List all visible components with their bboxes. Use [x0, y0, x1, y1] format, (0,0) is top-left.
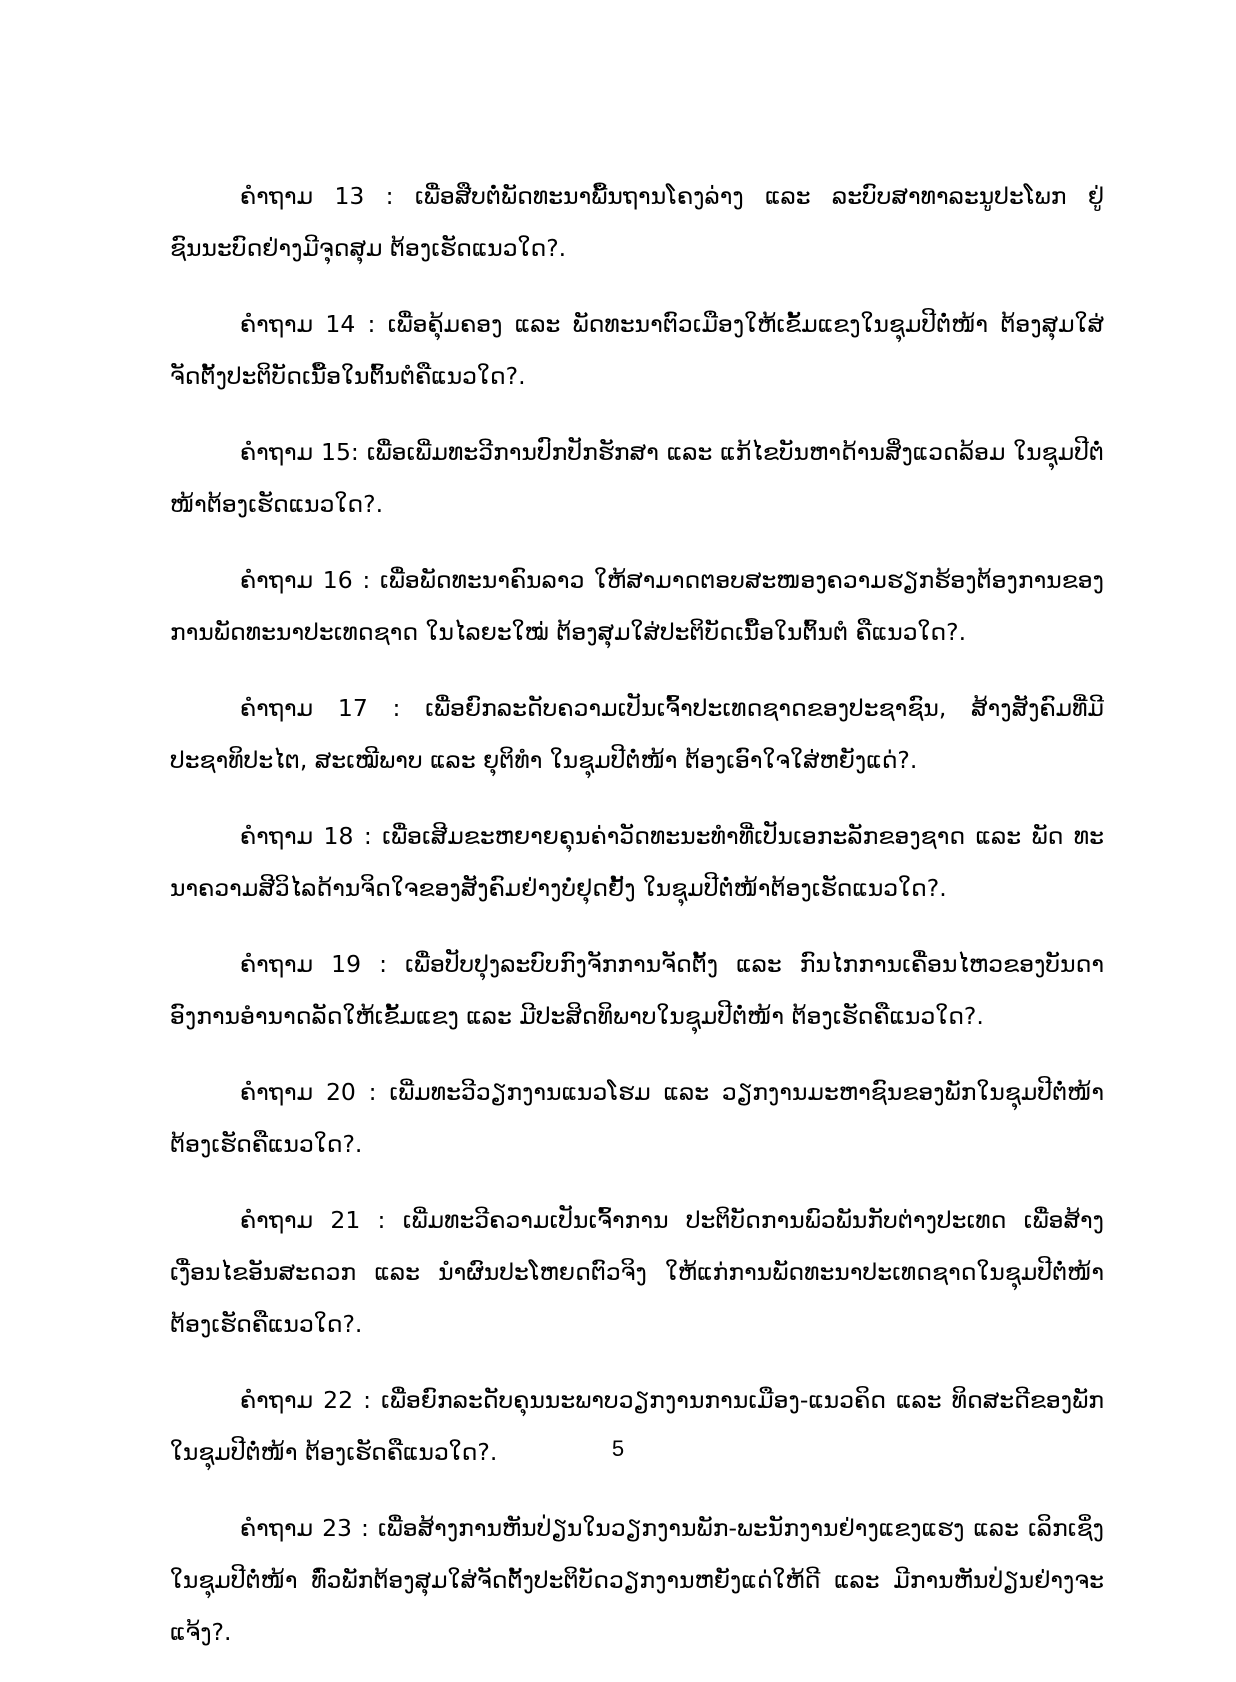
question-16 [170, 554, 1104, 658]
question-22 [170, 1374, 1104, 1478]
question-14 [170, 298, 1104, 402]
question-text: ຄຳຖາມ 18 : ເພື່ອເສີມຂະຫຍາຍຄຸນຄ່າວັດທະນະທຳທີ່ເປັນເອກະລັກຂອງຊາດ ແລະ ພັດ ທະນາຄວາມສີວິໄລດ້ານຈິດໃຈຂອງສັງຄົມຢ່າງບໍ່ຢຸດຢັ້ງ ໃນຊຸມປີຕໍ່ໜ້າຕ້ອງເຮັດແນວໃດ?. [170, 822, 1104, 902]
question-19 [170, 938, 1104, 1042]
question-18 [170, 810, 1104, 914]
question-text: ຄຳຖາມ 22 : ເພື່ອຍົກລະດັບຄຸນນະພາບວຽກງານການເມືອງ-ແນວຄິດ ແລະ ທິດສະດີຂອງພັກໃນຊຸມປີຕໍ່ໜ້າ ຕ້ອງເຮັດຄືແນວໃດ?. [170, 1386, 1104, 1466]
question-text: ຄຳຖາມ 16 : ເພື່ອພັດທະນາຄົນລາວ ໃຫ້ສາມາດຕອບສະໜອງຄວາມຮຽກຮ້ອງຕ້ອງການຂອງການພັດທະນາປະເທດຊາດ ໃນໄລຍະໃໝ່ ຕ້ອງສຸມໃສ່ປະຕິບັດເນື້ອໃນຕົ້ນຕໍ ຄືແນວໃດ?. [170, 566, 1104, 646]
question-text: ຄຳຖາມ 13 : ເພື່ອສືບຕໍ່ພັດທະນາພື້ນຖານໂຄງລ່າງ ແລະ ລະບົບສາທາລະນູປະໂພກ ຢູ່ຊົນນະບົດຢ່າງມີຈຸດສຸມ ຕ້ອງເຮັດແນວໃດ?. [170, 182, 1104, 262]
question-text: ຄຳຖາມ 20 : ເພີ່ມທະວີວຽກງານແນວໂຮມ ແລະ ວຽກງານມະຫາຊົນຂອງພັກໃນຊຸມປີຕໍ່ໜ້າຕ້ອງເຮັດຄືແນວໃດ?. [170, 1078, 1104, 1158]
question-23 [170, 1502, 1104, 1658]
question-13 [170, 170, 1104, 274]
question-15 [170, 426, 1104, 530]
question-text: ຄຳຖາມ 19 : ເພື່ອປັບປຸງລະບົບກົງຈັກການຈັດຕັ້ງ ແລະ ກົນໄກການເຄື່ອນໄຫວຂອງບັນດາອົງການອຳນາດລັດໃຫ້ເຂັ້ມແຂງ ແລະ ມີປະສິດທິພາບໃນຊຸມປີຕໍ່ໜ້າ ຕ້ອງເຮັດຄືແນວໃດ?. [170, 950, 1104, 1030]
question-text: ຄຳຖາມ 14 : ເພື່ອຄຸ້ມຄອງ ແລະ ພັດທະນາຕົວເມືອງໃຫ້ເຂັ້ມແຂງໃນຊຸມປີຕໍ່ໜ້າ ຕ້ອງສຸມໃສ່ຈັດຕັ້ງປະຕິບັດເນື້ອໃນຕົ້ນຕໍຄືແນວໃດ?. [170, 310, 1104, 390]
question-text: ຄຳຖາມ 15: ເພື່ອເພີ່ມທະວີການປົກປັກຮັກສາ ແລະ ແກ້ໄຂບັນຫາດ້ານສິ່ງແວດລ້ອມ ໃນຊຸມປີຕໍ່ໜ້າຕ້ອງເຮັດແນວໃດ?. [170, 438, 1104, 518]
question-21 [170, 1194, 1104, 1350]
question-text: ຄຳຖາມ 17 : ເພື່ອຍົກລະດັບຄວາມເປັນເຈົ້າປະເທດຊາດຂອງປະຊາຊົນ, ສ້າງສັງຄົມທີ່ມີປະຊາທິປະໄຕ, ສະເໝີພາບ ແລະ ຍຸຕິທຳ ໃນຊຸມປີຕໍ່ໜ້າ ຕ້ອງເອົາໃຈໃສ່ຫຍັງແດ່?. [170, 694, 1104, 774]
question-text: ຄຳຖາມ 21 : ເພີ່ມທະວີຄວາມເປັນເຈົ້າການ ປະຕິບັດການພົວພັນກັບຕ່າງປະເທດ ເພື່ອສ້າງເງື່ອນໄຂອັນສະດວກ ແລະ ນຳຜົນປະໂຫຍດຕົວຈິງ ໃຫ້ແກ່ການພັດທະນາປະເທດຊາດໃນຊຸມປີຕໍ່ໜ້າຕ້ອງເຮັດຄືແນວໃດ?. [170, 1206, 1104, 1338]
page-number: 5 [611, 1436, 625, 1461]
question-20 [170, 1066, 1104, 1170]
question-17 [170, 682, 1104, 786]
question-text: ຄຳຖາມ 23 : ເພື່ອສ້າງການຫັນປ່ຽນໃນວຽກງານພັກ-ພະນັກງານຢ່າງແຂງແຮງ ແລະ ເລິກເຊິ່ງໃນຊຸມປີຕໍ່ໜ້າ ທົ່ວພັກຕ້ອງສຸມໃສ່ຈັດຕັ້ງປະຕິບັດວຽກງານຫຍັງແດ່ໃຫ້ດີ ແລະ ມີການຫັນປ່ຽນຢ່າງຈະແຈ້ງ?. [170, 1514, 1104, 1646]
